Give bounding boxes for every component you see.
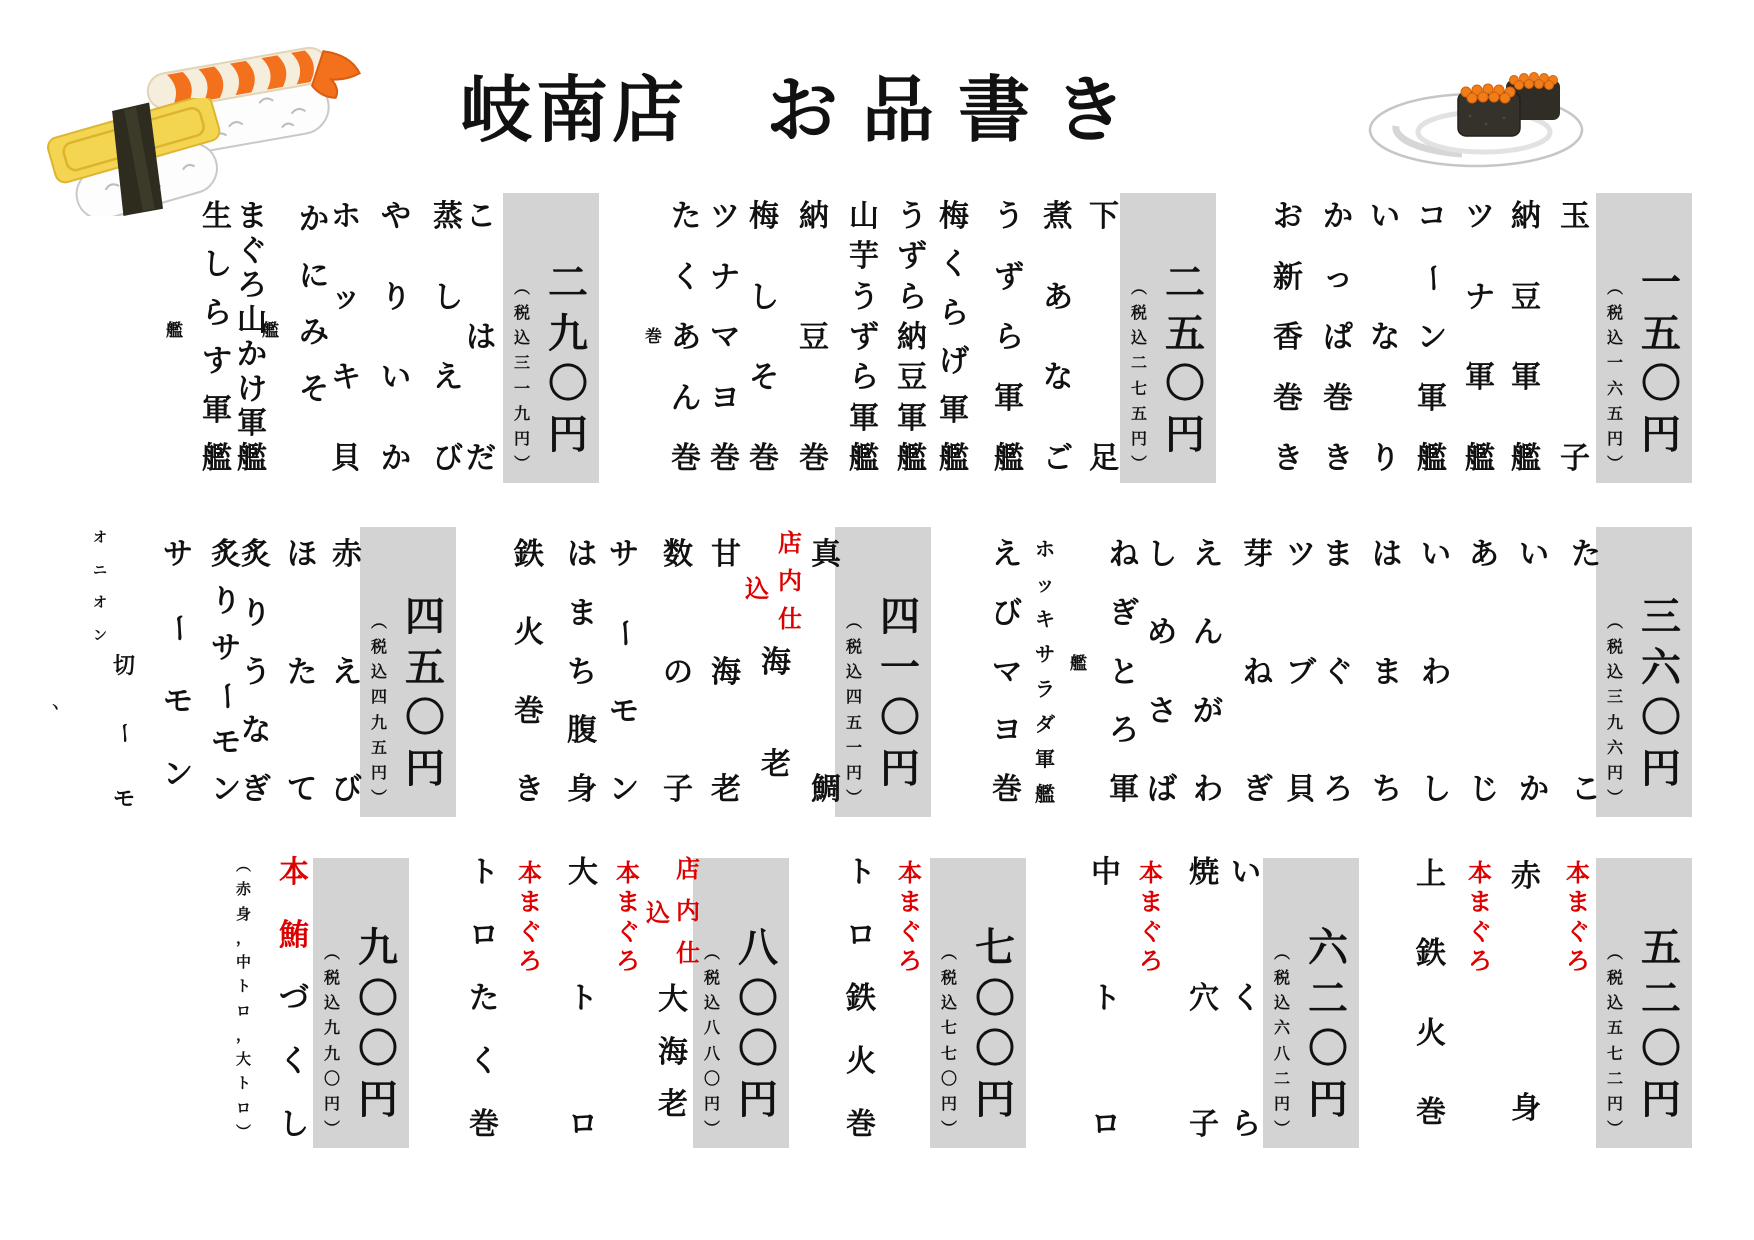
price-band — [693, 858, 789, 1148]
stray-glyph: 艦 — [262, 321, 279, 340]
menu-item-column: い な り — [1370, 200, 1400, 475]
menu-item-column: 下 足 — [1089, 200, 1119, 475]
price-label: 一 五 〇 円 — [1641, 261, 1681, 457]
price-label: 九 〇 〇 円 — [358, 926, 398, 1122]
ikura-gunkan-plate-illustration — [1366, 64, 1586, 170]
price-tax-label: ︵ 税 込 八 八 〇 円 ︶ — [703, 945, 720, 1138]
menu-item-column: ツ ナ 軍 艦 — [1465, 200, 1495, 475]
menu-item-column: い か — [1519, 538, 1549, 806]
price-tax-label: ︵ 税 込 四 九 五 円 ︶ — [370, 614, 387, 807]
menu-item-column: 鉄 火 巻 き — [514, 538, 544, 806]
menu-item-column: 赤 身 — [1511, 860, 1541, 1125]
menu-item-column: こ は だ — [466, 200, 496, 475]
menu-item-column: 上 鉄 火 巻 — [1416, 858, 1446, 1129]
menu-item-column: 赤 え び — [332, 538, 362, 806]
price-band — [313, 858, 409, 1148]
menu-item-column: あ じ — [1469, 538, 1499, 806]
price-label: 六 二 〇 円 — [1308, 926, 1348, 1122]
menu-item-column: 蒸 し え び — [433, 200, 463, 475]
price-tax-label: ︵ 税 込 三 九 六 円 ︶ — [1606, 614, 1623, 807]
price-tax-label: ︵ 税 込 九 九 〇 円 ︶ — [323, 945, 340, 1138]
price-label: 八 〇 〇 円 — [738, 926, 778, 1122]
menu-item-column: は ま ち 腹 身 — [567, 538, 597, 806]
menu-item-column: 生 し ら す 軍 艦 — [202, 200, 232, 475]
menu-item-column: 切 ー モ — [111, 653, 137, 811]
price-tax-label: ︵ 税 込 六 八 二 円 ︶ — [1273, 945, 1290, 1138]
menu-item-column: や り い か — [381, 200, 411, 475]
menu-item-column: 込 — [646, 900, 670, 927]
menu-item-column: 納 豆 巻 — [799, 200, 829, 475]
menu-item-column: 甘 海 老 — [711, 538, 741, 806]
menu-item-column: 中 ト ロ — [1091, 856, 1121, 1141]
price-tax-label: ︵ 税 込 一 六 五 円 ︶ — [1606, 280, 1623, 473]
menu-item-column: 本 ま ぐ ろ — [1566, 860, 1590, 975]
menu-item-column: か に み そ — [299, 203, 329, 406]
menu-item-column: 数 の 子 — [663, 538, 693, 806]
menu-item-column: 込 — [745, 576, 769, 603]
menu-item-column: 店 内 仕 — [676, 856, 700, 967]
price-label: 七 〇 〇 円 — [975, 926, 1015, 1122]
price-band — [1596, 193, 1692, 483]
menu-item-column: え ん が わ — [1193, 538, 1223, 806]
menu-item-column: ま ぐ ろ — [1323, 538, 1353, 806]
menu-item-column: 炙 り サ ー モ ン — [210, 538, 243, 806]
store-name-title: 岐南店 — [460, 71, 689, 151]
menu-item-column: 納 豆 軍 艦 — [1511, 200, 1541, 475]
menu-item-column: ツ ナ マ ヨ 巻 — [710, 200, 740, 475]
menu-item-column: い わ し — [1421, 538, 1451, 806]
menu-item-column: ト ロ た く 巻 — [469, 856, 499, 1141]
menu-item-column: ト ロ 鉄 火 巻 — [846, 856, 876, 1141]
price-band — [503, 193, 599, 483]
menu-item-column: ︵ 赤 身 ， 中 ト ロ ， 大 ト ロ ︶ — [235, 857, 251, 1141]
price-label: 二 五 〇 円 — [1165, 261, 1205, 457]
menu-item-column: 本 鮪 づ く し — [279, 856, 309, 1141]
menu-item-column: ツ ブ 貝 — [1286, 538, 1316, 806]
price-tax-label: ︵ 税 込 七 七 〇 円 ︶ — [940, 945, 957, 1138]
menu-item-column: ま ぐ ろ 山 か け 軍 艦 — [237, 200, 267, 475]
menu-item-column: 焼 穴 子 — [1189, 856, 1219, 1141]
price-label: 四 一 〇 円 — [880, 595, 920, 791]
menu-item-column: ほ た て — [287, 538, 317, 806]
menu-item-column: か っ ぱ 巻 き — [1323, 200, 1353, 475]
price-label: 三 六 〇 円 — [1641, 595, 1681, 791]
menu-item-column: 梅 く ら げ 軍 艦 — [939, 200, 969, 475]
price-label: 四 五 〇 円 — [405, 595, 445, 791]
menu-item-column: 大 海 老 — [658, 983, 688, 1121]
menu-item-column: 煮 あ な ご — [1043, 200, 1073, 475]
menu-item-column: 本 ま ぐ ろ — [1139, 860, 1163, 975]
price-band — [835, 527, 931, 817]
menu-item-column: う ず ら 軍 艦 — [994, 200, 1024, 475]
menu-item-column: オ ニ オ ン — [93, 529, 107, 643]
menu-item-column: サ ー モ ン — [608, 538, 641, 806]
stray-glyph: ヽ — [48, 699, 62, 715]
price-tax-label: ︵ 税 込 三 一 九 円 ︶ — [513, 280, 530, 473]
tamago-nigiri-illustration — [38, 98, 250, 216]
menu-item-column: 本 ま ぐ ろ — [898, 860, 922, 975]
price-band — [1596, 858, 1692, 1148]
menu-item-column: え び マ ヨ 巻 — [992, 538, 1022, 806]
menu-item-column: ホ ッ キ 貝 — [331, 200, 361, 475]
menu-item-column: お 新 香 巻 き — [1273, 200, 1303, 475]
price-label: 二 九 〇 円 — [548, 261, 588, 457]
menu-item-column: 山 芋 う ず ら 軍 艦 — [849, 200, 879, 475]
menu-item-column: 真 鯛 — [811, 538, 841, 806]
menu-item-column: コ ー ン 軍 艦 — [1416, 200, 1449, 475]
price-band — [1120, 193, 1216, 483]
menu-item-column: 梅 し そ 巻 — [749, 200, 779, 475]
gunkan-front — [1458, 84, 1520, 136]
menu-item-column: う ず ら 納 豆 軍 艦 — [897, 200, 927, 475]
menu-item-column: 本 ま ぐ ろ — [1468, 860, 1492, 975]
menu-item-column: ね ぎ と ろ 軍 — [1109, 538, 1139, 806]
menu-item-column: は ま ち — [1372, 538, 1402, 806]
price-tax-label: ︵ 税 込 五 七 二 円 ︶ — [1606, 945, 1623, 1138]
stray-glyph: 艦 — [166, 321, 183, 340]
menu-item-column: い く ら — [1231, 856, 1261, 1141]
menu-item-column: 芽 ね ぎ — [1243, 538, 1273, 806]
stray-glyph: 巻 — [645, 327, 662, 346]
menu-item-column: サ ー モ ン — [162, 538, 195, 791]
price-band — [930, 858, 1026, 1148]
menu-item-column: ホ ッ キ サ ラ ダ 軍 艦 — [1035, 539, 1055, 806]
menu-item-column: 炙 り う な ぎ — [241, 538, 271, 806]
price-label: 五 二 〇 円 — [1641, 926, 1681, 1122]
price-band — [1596, 527, 1692, 817]
price-band — [1263, 858, 1359, 1148]
price-tax-label: ︵ 税 込 二 七 五 円 ︶ — [1130, 280, 1147, 473]
menu-item-column: た く あ ん 巻 — [671, 200, 701, 475]
price-band — [360, 527, 456, 817]
price-tax-label: ︵ 税 込 四 五 一 円 ︶ — [845, 614, 862, 807]
menu-title: お品書き — [766, 71, 1151, 151]
menu-item-column: 海 老 — [761, 646, 791, 781]
menu-item-column: 本 ま ぐ ろ — [616, 860, 640, 975]
menu-item-column: 本 ま ぐ ろ — [518, 860, 542, 975]
menu-item-column: し め さ ば — [1147, 538, 1177, 806]
menu-item-column: 大 ト ロ — [568, 856, 598, 1141]
menu-item-column: 店 内 仕 — [778, 530, 802, 633]
menu-item-column: た こ — [1571, 538, 1601, 806]
stray-glyph: 艦 — [1070, 654, 1087, 673]
menu-item-column: 玉 子 — [1560, 200, 1590, 475]
